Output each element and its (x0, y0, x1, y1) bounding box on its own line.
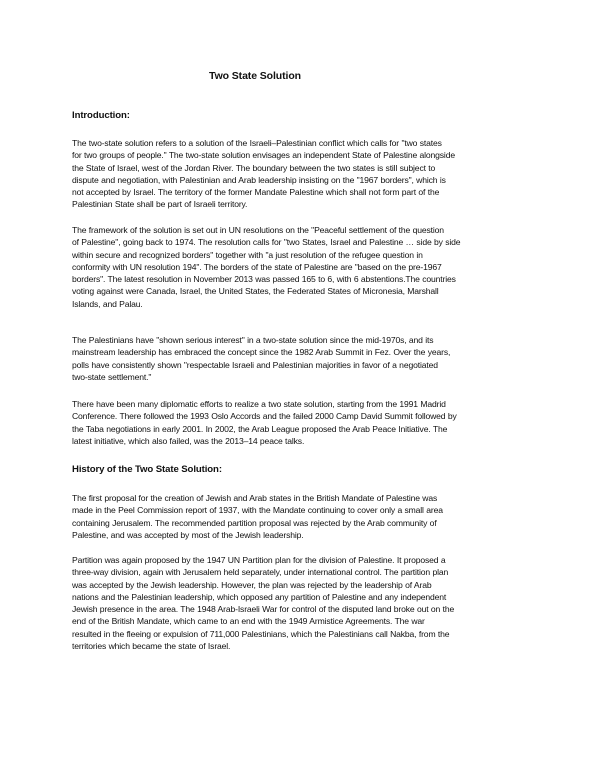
text-line: for two groups of people." The two-state solution envisages an independent State of Palestine alongside (72, 150, 455, 161)
text-line: the State of Israel, west of the Jordan River. The boundary between the two states is still subject to (72, 162, 436, 173)
paragraph-history-2 (72, 554, 534, 652)
text-line: nations and the Palestinian leadership, which opposed any partition of Palestine and any independent (72, 591, 447, 602)
section-heading-introduction: Introduction: (72, 110, 130, 121)
text-line: Jewish presence in the area. The 1948 Arab-Israeli War for control of the disputed land broke out on the (72, 604, 455, 615)
paragraph-history-1 (72, 492, 534, 541)
text-line: There have been many diplomatic efforts to realize a two state solution, starting from the 1991 Madrid (72, 399, 446, 409)
text-line: end of the British Mandate, which came to an end with the 1949 Armistice Agreements. The war (72, 616, 425, 627)
document-title: Two State Solution (209, 70, 301, 82)
text-line: Partition was again proposed by the 1947 UN Partition plan for the division of Palestine. It proposed a (72, 555, 446, 565)
text-line: The Palestinians have "shown serious interest" in a two-state solution since the mid-1970s, and its (72, 335, 434, 345)
text-line: Palestinian State shall be part of Israeli territory. (72, 199, 248, 210)
text-line: not accepted by Israel. The territory of the former Mandate Palestine which shall not form part of the (72, 187, 440, 198)
text-line: the Taba negotiations in early 2001. In 2002, the Arab League proposed the Arab Peace Initiative. The (72, 423, 448, 434)
text-line: latest initiative, which also failed, was the 2013–14 peace talks. (72, 435, 305, 446)
text-line: Islands, and Palau. (72, 298, 143, 309)
text-line: borders". The latest resolution in November 2013 was passed 165 to 6, with 6 abstentions.The countries (72, 274, 456, 285)
text-line: The two-state solution refers to a solution of the Israeli–Palestinian conflict which calls for "two states (72, 138, 442, 148)
text-line: containing Jerusalem. The recommended partition proposal was rejected by the Arab community of (72, 517, 437, 528)
text-line: within secure and recognized borders" together with "a just resolution of the refugee question in (72, 249, 423, 260)
text-line: Palestine, and was accepted by most of the Jewish leadership. (72, 529, 304, 540)
paragraph-intro-3 (72, 334, 534, 383)
text-line: voting against were Canada, Israel, the United States, the Federated States of Micronesia, Marshall (72, 286, 439, 297)
paragraph-intro-1 (72, 137, 534, 211)
text-line: mainstream leadership has embraced the concept since the 1982 Arab Summit in Fez. Over the years, (72, 347, 451, 358)
text-line: The framework of the solution is set out in UN resolutions on the "Peaceful settlement of the question (72, 225, 444, 235)
text-line: two-state settlement." (72, 371, 152, 382)
text-line: of Palestine", going back to 1974. The resolution calls for "two States, Israel and Palestine … side by side (72, 237, 461, 248)
text-line: conformity with UN resolution 194". The borders of the state of Palestine are "based on the pre-1967 (72, 261, 442, 272)
text-line: territories which became the state of Israel. (72, 641, 231, 652)
text-line: was accepted by the Jewish leadership. However, the plan was rejected by the leadership of Arab (72, 579, 432, 590)
text-line: Conference. There followed the 1993 Oslo Accords and the failed 2000 Camp David Summit followed by (72, 411, 457, 422)
text-line: made in the Peel Commission report of 1937, with the Mandate continuing to cover only a small area (72, 505, 443, 516)
text-line: dispute and negotiation, with Palestinian and Arab leadership insisting on the "1967 borders", which is (72, 174, 446, 185)
paragraph-intro-2 (72, 224, 534, 310)
section-heading-history: History of the Two State Solution: (72, 464, 222, 475)
paragraph-intro-4 (72, 398, 534, 447)
text-line: resulted in the fleeing or expulsion of 711,000 Palestinians, which the Palestinians call Nakba, from the (72, 628, 450, 639)
text-line: The first proposal for the creation of Jewish and Arab states in the British Mandate of Palestine was (72, 493, 438, 503)
text-line: polls have consistently shown "respectable Israeli and Palestinian majorities in favor of a negotiated (72, 359, 438, 370)
text-line: three-way division, again with Jerusalem held separately, under international control. The partition plan (72, 567, 449, 578)
